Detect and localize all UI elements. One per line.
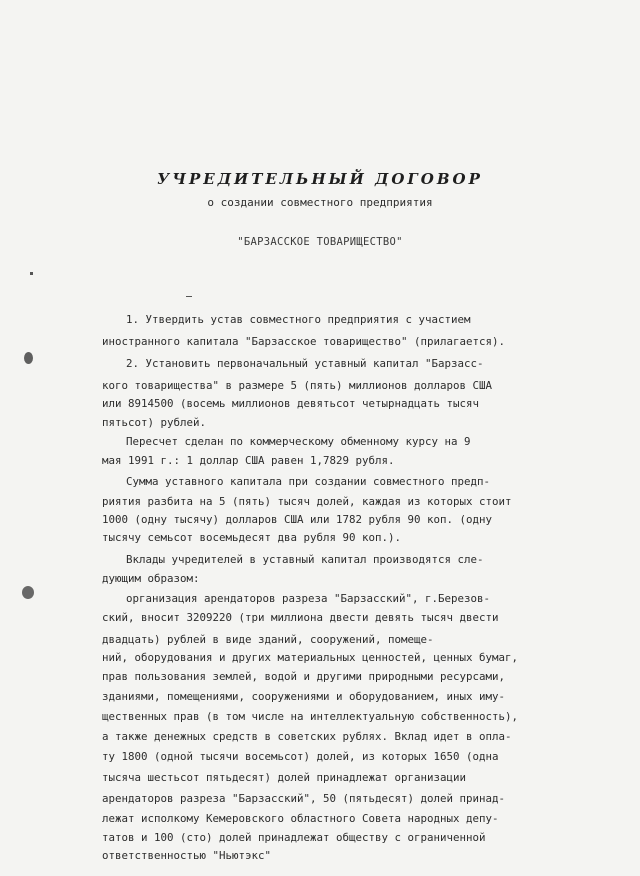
text-line: ответственностью "Ньютэкс" xyxy=(102,849,272,861)
punch-mark xyxy=(30,272,33,275)
document-subtitle: о создании совместного предприятия xyxy=(207,196,433,209)
text-line: щественных прав (в том числе на интеллектуальную собственность), xyxy=(102,710,519,723)
text-line: Сумма уставного капитала при создании совместного предп- xyxy=(126,475,491,488)
text-line: зданиями, помещениями, сооружениями и оборудованием, иных иму- xyxy=(102,690,506,703)
text-line: 1000 (одну тысячу) долларов США или 1782 рубля 90 коп. (одну xyxy=(102,513,493,526)
text-line: а также денежных средств в советских рублях. Вклад идет в опла- xyxy=(102,730,512,743)
text-line: иностранного капитала "Барзасское товарищество" (прилагается). xyxy=(102,335,506,348)
document-title: УЧРЕДИТЕЛЬНЫЙ ДОГОВОР xyxy=(157,170,483,188)
punch-hole-top xyxy=(24,352,33,364)
text-line: ский, вносит 3209220 (три миллиона двести девять тысяч двести xyxy=(102,611,499,624)
text-line: ний, оборудования и других материальных ценностей, ценных бумаг, xyxy=(102,651,519,664)
text-line: тысяча шестьсот пятьдесят) долей принадлежат организации xyxy=(102,771,467,784)
text-line: риятия разбита на 5 (пять) тысяч долей, каждая из которых стоит xyxy=(102,495,512,508)
text-line: пятьсот) рублей. xyxy=(102,416,207,429)
text-line: дующим образом: xyxy=(102,572,200,585)
text-line: кого товарищества" в размере 5 (пять) миллионов долларов США xyxy=(102,379,493,392)
text-line: татов и 100 (сто) долей принадлежат обществу с ограниченной xyxy=(102,831,486,844)
text-line: тысячу семьсот восемьдесят два рубля 90 коп.). xyxy=(102,531,402,544)
text-line: мая 1991 г.: 1 доллар США равен 1,7829 рубля. xyxy=(102,454,395,467)
text-line: прав пользования землей, водой и другими природными ресурсами, xyxy=(102,670,506,683)
text-line: Пересчет сделан по коммерческому обменному курсу на 9 xyxy=(126,435,471,448)
enterprise-name: "БАРЗАССКОЕ ТОВАРИЩЕСТВО" xyxy=(237,236,403,248)
text-line: 1. Утвердить устав совместного предприятия с участием xyxy=(126,313,471,326)
punch-hole-bottom xyxy=(22,586,34,599)
text-line: арендаторов разреза "Барзасский", 50 (пятьдесят) долей принад- xyxy=(102,792,506,805)
text-line: ту 1800 (одной тысячи восемьсот) долей, из которых 1650 (одна xyxy=(102,750,499,763)
text-line: двадцать) рублей в виде зданий, сооружений, помеще- xyxy=(102,633,434,646)
text-line: Вклады учредителей в уставный капитал производятся сле- xyxy=(126,553,484,566)
text-line: организация арендаторов разреза "Барзасский", г.Березов- xyxy=(126,592,491,605)
text-line: 2. Установить первоначальный уставный капитал "Барзасс- xyxy=(126,357,484,370)
text-line: или 8914500 (восемь миллионов девятьсот четырнадцать тысяч xyxy=(102,397,480,410)
text-line: лежат исполкому Кемеровского областного Совета народных депу- xyxy=(102,812,499,825)
dash-mark xyxy=(186,296,192,297)
